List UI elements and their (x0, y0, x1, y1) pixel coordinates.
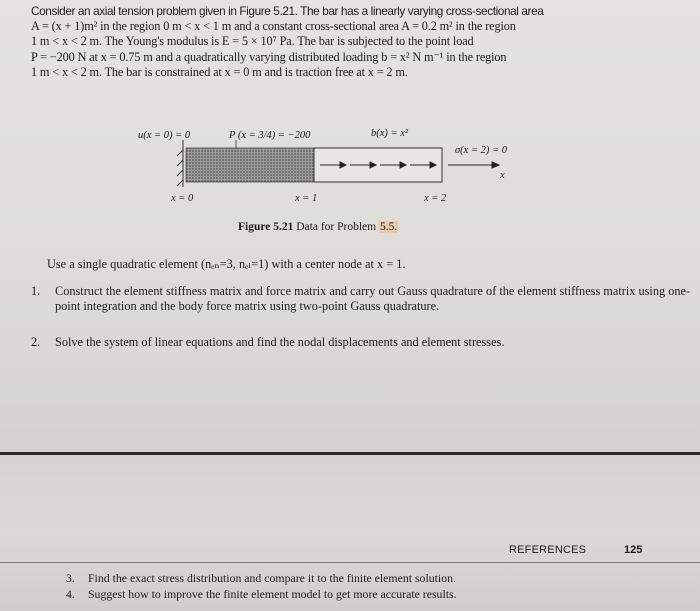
task-text: Find the exact stress distribution and compare it to the finite element solution. (88, 571, 456, 585)
caption-figure-number: Figure 5.21 (238, 221, 294, 233)
page-number: 125 (624, 544, 643, 556)
dist-load-label: b(x) = x² (371, 128, 409, 139)
bar-figure (0, 0, 700, 240)
task-item (66, 587, 457, 602)
problem-line-4: P = −200 N at x = 0.75 m and a quadratically varying distributed loading b = x² N m⁻¹ in the region (31, 49, 507, 64)
task-text: Construct the element stiffness matrix and force matrix and carry out Gauss quadrature of the element stiffness matrix using one-point integration and the body force matrix using two-point Gauss quadrature. (55, 284, 691, 313)
point-load-label: P (x = 3/4) = −200 (229, 130, 311, 141)
tick-x0-label: x = 0 (171, 193, 194, 204)
problem-line-5: 1 m < x < 2 m. The bar is constrained at x = 0 m and is traction free at x = 2 m. (31, 64, 408, 79)
task-text: Solve the system of linear equations and find the nodal displacements and element stresses. (55, 335, 505, 349)
task-text: Suggest how to improve the finite element model to get more accurate results. (88, 587, 457, 601)
tapered-section (186, 148, 314, 182)
tick-x2-label: x = 2 (424, 193, 447, 204)
bc-right-label: σ(x = 2) = 0 (455, 145, 508, 156)
bar-diagram (0, 0, 700, 240)
task-number: 2. (31, 335, 41, 349)
instruction-text: Use a single quadratic element (nₑₙ=3, nₑₗ=1) with a center node at x = 1. (47, 257, 406, 271)
task-number: 4. (66, 587, 75, 601)
bc-left-label: u(x = 0) = 0 (138, 130, 191, 141)
caption-text: Data for Problem (296, 221, 377, 233)
axis-x-label: x (500, 170, 505, 181)
problem-line-2: A = (x + 1)m² in the region 0 m < x < 1 m and a constant cross-sectional area A = 0.2 m² in the region (31, 19, 516, 34)
x-axis-arrow (448, 162, 499, 168)
task-item (31, 335, 699, 351)
task-item (31, 284, 699, 329)
task-number: 3. (66, 571, 75, 585)
caption-problem-ref: 5.5. (379, 221, 398, 233)
task-number: 1. (31, 284, 41, 298)
figure-caption (238, 221, 398, 233)
problem-line-1: Consider an axial tension problem given in Figure 5.21. The bar has a linearly varying cross-sectional area (31, 4, 544, 18)
problem-line-3: 1 m < x < 2 m. The Young's modulus is E = 5 × 10⁷ Pa. The bar is subjected to the point load (31, 34, 474, 49)
tick-x1-label: x = 1 (295, 193, 318, 204)
task-item (66, 571, 456, 586)
references-rule (0, 562, 700, 563)
wall-support (177, 140, 183, 187)
references-heading: REFERENCES (509, 544, 587, 556)
